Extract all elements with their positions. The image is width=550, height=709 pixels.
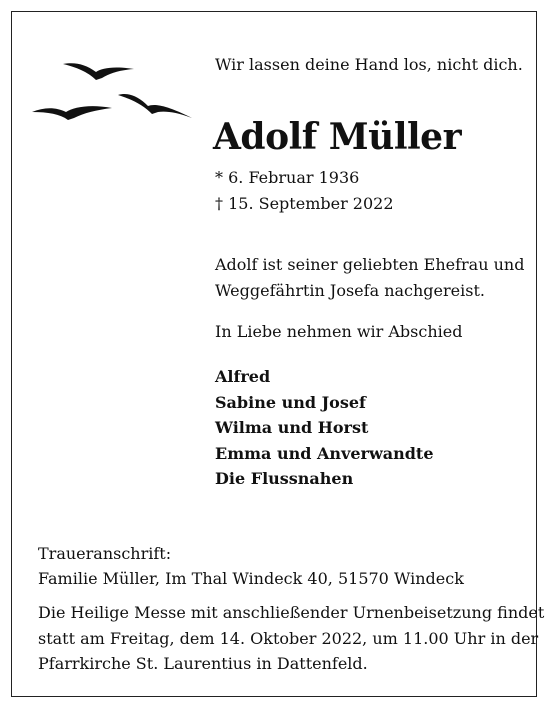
mourner-name: Emma und Anverwandte (215, 443, 434, 463)
mourner-name: Sabine und Josef (215, 392, 366, 412)
service-line: statt am Freitag, dem 14. Oktober 2022, um 11.00 Uhr in der (38, 628, 539, 648)
death-date: † 15. September 2022 (215, 194, 394, 213)
mourner-name: Die Flussnahen (215, 469, 354, 488)
mourner-name: Alfred (215, 367, 271, 386)
mourners-list (215, 364, 434, 492)
flying-birds-icon (30, 56, 195, 126)
farewell-text: In Liebe nehmen wir Abschied (215, 322, 463, 341)
address-text: Familie Müller, Im Thal Windeck 40, 51570 Windeck (38, 569, 464, 588)
service-info (38, 600, 545, 677)
bird-icon (32, 106, 112, 120)
birth-date: * 6. Februar 1936 (215, 168, 360, 187)
bird-icon (118, 94, 192, 118)
service-line: Pfarrkirche St. Laurentius in Dattenfeld. (38, 654, 368, 673)
tribute-line: Adolf ist seiner geliebten Ehefrau und (215, 255, 525, 274)
bird-icon (63, 63, 134, 80)
address-label: Traueranschrift: (38, 544, 172, 563)
mourning-address (38, 541, 464, 591)
deceased-name: Adolf Müller (213, 116, 462, 158)
tribute-text (215, 252, 524, 304)
motto: Wir lassen deine Hand los, nicht dich. (215, 55, 523, 74)
life-dates (215, 165, 394, 217)
mourner-name: Wilma und Horst (215, 418, 369, 437)
tribute-line: Weggefährtin Josefa nachgereist. (215, 281, 485, 300)
service-line: Die Heilige Messe mit anschließender Urnenbeisetzung findet (38, 603, 545, 622)
